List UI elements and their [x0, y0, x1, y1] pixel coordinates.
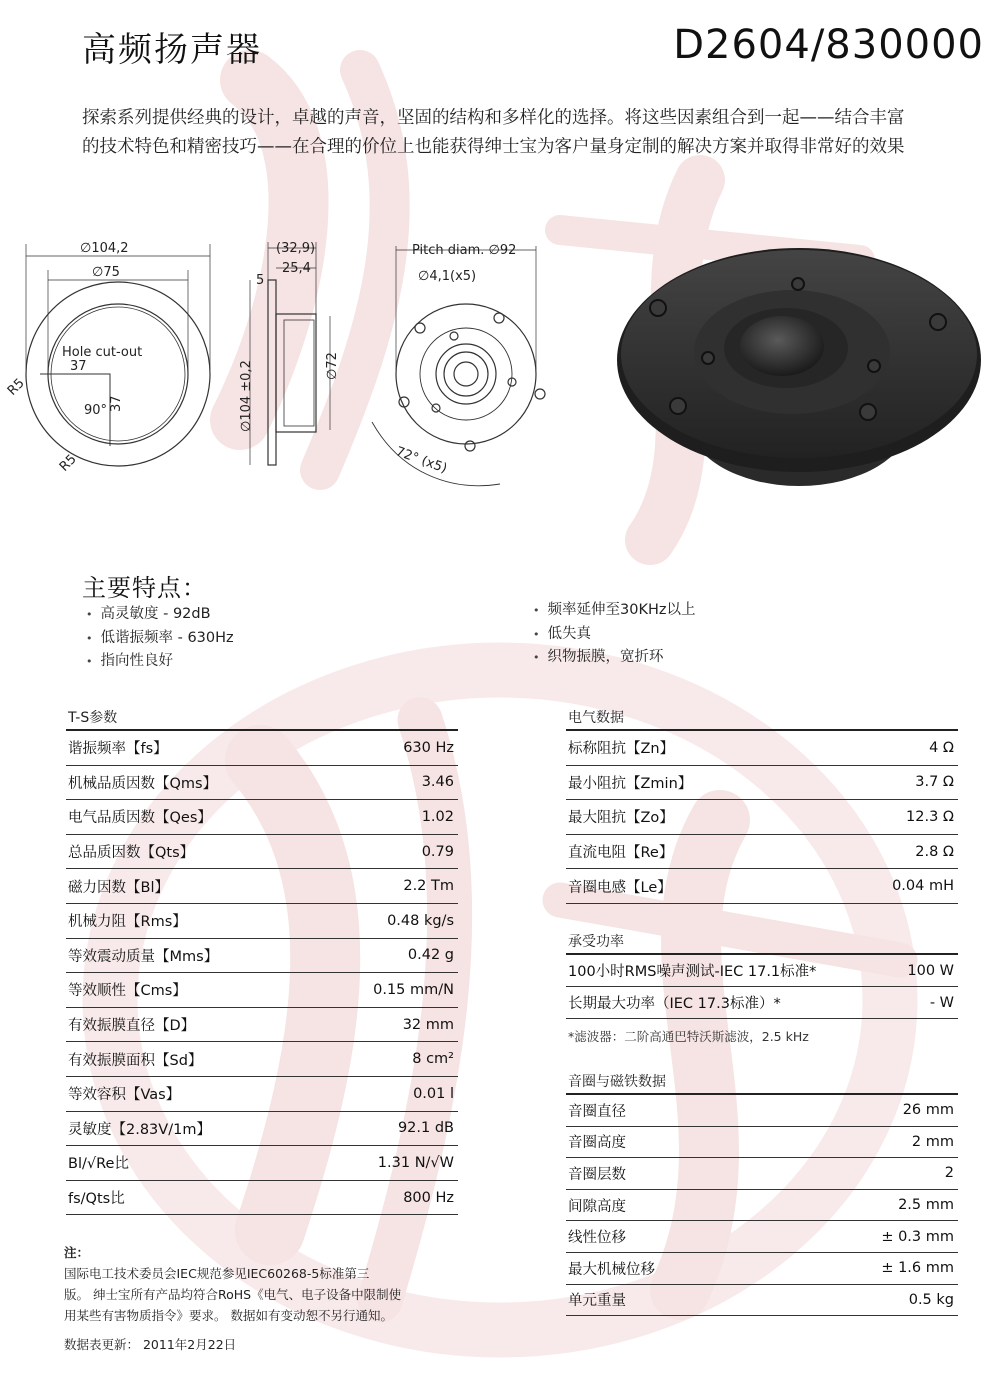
param-value: 2.2 Tm: [403, 878, 454, 895]
radius-r5: R5: [56, 451, 80, 475]
param-name: 总品质因数【Qts】: [68, 845, 195, 862]
param-name: 音圈高度: [568, 1135, 626, 1152]
param-name: 音圈层数: [568, 1166, 626, 1183]
intro-line: 的技术特色和精密技巧——在合理的价位上也能获得绅士宝为客户量身定制的解决方案并取得非常好的效果: [82, 137, 905, 157]
param-name: 直流电阻【Re】: [568, 845, 674, 862]
feature-item: • 织物振膜，宽折环: [533, 646, 695, 670]
param-name: 灵敏度【2.83V/1m】: [68, 1121, 211, 1138]
dim-25-4: 25,4: [282, 261, 311, 276]
param-name: 机械力阻【Rms】: [68, 914, 187, 931]
param-name: 最大阻抗【Zo】: [568, 810, 674, 827]
param-value: 26 mm: [902, 1102, 954, 1119]
features-list-right: [533, 599, 695, 670]
param-value: 800 Hz: [403, 1189, 454, 1206]
table-row: [66, 904, 458, 939]
param-name: Bl/√Re比: [68, 1156, 129, 1173]
param-value: 100 W: [907, 962, 954, 979]
param-name: 谐振频率【fs】: [68, 741, 168, 758]
table-row: [66, 1112, 458, 1147]
dim-inner-diameter: ∅75: [92, 265, 120, 280]
feature-item: • 低谐振频率 - 630Hz: [86, 627, 234, 651]
feature-item: • 高灵敏度 - 92dB: [86, 603, 234, 627]
dim-104: ∅104 ±0,2: [239, 360, 254, 432]
table-row: [66, 939, 458, 974]
table-row: [566, 1253, 958, 1285]
power-handling-table: [566, 931, 958, 1045]
feature-item: • 低失真: [533, 623, 695, 647]
param-value: 3.46: [421, 774, 454, 791]
table-row: [566, 987, 958, 1019]
feature-item: • 指向性良好: [86, 650, 234, 674]
table-row: [66, 835, 458, 870]
param-value: 0.04 mH: [892, 878, 954, 895]
param-name: 有效振膜面积【Sd】: [68, 1052, 203, 1069]
param-value: 0.01 l: [413, 1085, 454, 1102]
power-footnote: *滤波器：二阶高通巴特沃斯滤波，2.5 kHz: [568, 1029, 809, 1044]
param-value: 3.7 Ω: [915, 774, 954, 791]
dim-32-9: (32,9): [276, 241, 316, 256]
table-row: [66, 800, 458, 835]
table-row: [66, 1146, 458, 1181]
table-row: [566, 1285, 958, 1317]
table-row: [566, 766, 958, 801]
page-title: 高频扬声器: [82, 30, 262, 70]
table-title: 音圈与磁铁数据: [566, 1071, 958, 1095]
param-value: ± 0.3 mm: [881, 1228, 954, 1245]
table-row: [66, 1181, 458, 1216]
feature-item: • 频率延伸至30KHz以上: [533, 599, 695, 623]
table-row: [566, 869, 958, 904]
model-number: D2604/830000: [673, 22, 984, 68]
angle-72: 72° (x5): [393, 444, 449, 477]
param-value: 8 cm²: [412, 1051, 454, 1068]
param-name: 等效容积【Vas】: [68, 1087, 181, 1104]
pitch-diameter: Pitch diam. ∅92: [412, 243, 517, 258]
param-name: 等效顺性【Cms】: [68, 983, 187, 1000]
ts-parameters-table: [66, 707, 458, 1215]
param-name: 最大机械位移: [568, 1261, 655, 1278]
features-list-left: [86, 603, 234, 674]
param-value: 2.8 Ω: [915, 843, 954, 860]
radius-r5: R5: [4, 375, 28, 399]
param-name: 标称阻抗【Zn】: [568, 741, 675, 758]
table-row: [66, 1042, 458, 1077]
table-row: [566, 835, 958, 870]
param-value: 92.1 dB: [397, 1120, 454, 1137]
hole-diameter: ∅4,1(x5): [418, 269, 477, 284]
table-title: 电气数据: [566, 707, 958, 731]
param-name: 机械品质因数【Qms】: [68, 775, 218, 792]
table-title: T-S参数: [66, 707, 458, 731]
notes-line: 用某些有害物质指令》要求。 数据如有变动恕不另行通知。: [64, 1308, 393, 1323]
param-name: 长期最大功率（IEC 17.3标准）*: [568, 996, 781, 1012]
param-value: 1.02: [421, 808, 454, 825]
table-row: [66, 731, 458, 766]
param-name: 线性位移: [568, 1230, 626, 1247]
param-value: 1.31 N/√W: [377, 1154, 454, 1171]
param-name: 音圈电感【Le】: [568, 879, 672, 896]
table-title: 承受功率: [566, 931, 958, 955]
param-value: ± 1.6 mm: [881, 1260, 954, 1277]
param-value: - W: [929, 994, 954, 1011]
param-value: 630 Hz: [403, 739, 454, 756]
param-value: 2 mm: [911, 1133, 954, 1150]
param-name: 磁力因数【Bl】: [68, 879, 169, 896]
table-row: [566, 1158, 958, 1190]
intro-line: 探索系列提供经典的设计，卓越的声音，坚固的结构和多样化的选择。将这些因素组合到一起——结合丰富: [82, 108, 905, 128]
notes: [64, 1242, 464, 1355]
param-value: 0.48 kg/s: [387, 912, 454, 929]
param-name: 单元重量: [568, 1293, 626, 1310]
table-row: [66, 869, 458, 904]
param-name: 最小阻抗【Zmin】: [568, 775, 693, 792]
electrical-data-table: [566, 707, 958, 904]
param-value: 0.5 kg: [908, 1291, 954, 1308]
table-row: [566, 1221, 958, 1253]
param-value: 0.79: [421, 843, 454, 860]
param-value: 4 Ω: [929, 739, 954, 756]
table-row: [66, 973, 458, 1008]
table-row: [566, 1095, 958, 1127]
param-value: 12.3 Ω: [906, 808, 954, 825]
notes-line: 版。 绅士宝所有产品均符合RoHS《电气、电子设备中限制使: [64, 1287, 402, 1302]
param-value: 2: [944, 1165, 954, 1182]
table-row: [66, 1008, 458, 1043]
param-name: 等效震动质量【Mms】: [68, 948, 219, 965]
intro-text: [82, 104, 982, 162]
table-row: [66, 766, 458, 801]
param-name: 有效振膜直径【D】: [68, 1018, 196, 1035]
param-value: 0.15 mm/N: [373, 981, 454, 998]
table-row: [566, 1127, 958, 1159]
features-title: 主要特点：: [82, 574, 207, 602]
param-name: 电气品质因数【Qes】: [68, 810, 212, 827]
param-value: 0.42 g: [407, 947, 454, 964]
param-name: 音圈直径: [568, 1103, 626, 1120]
param-name: 100小时RMS噪声测试-IEC 17.1标准*: [568, 964, 817, 980]
notes-line: 国际电工技术委员会IEC规范参见IEC60268-5标准第三: [64, 1266, 370, 1281]
notes-title: 注：: [64, 1245, 90, 1260]
table-row: [66, 1077, 458, 1112]
param-value: 32 mm: [402, 1016, 454, 1033]
angle-90: 90°: [84, 403, 108, 418]
param-name: fs/Qts比: [68, 1191, 125, 1208]
table-row: [566, 731, 958, 766]
dim-outer-diameter: ∅104,2: [80, 241, 129, 256]
table-row: [566, 1190, 958, 1222]
dim-37-vertical: 37: [109, 395, 124, 412]
table-row: [566, 800, 958, 835]
dim-72: ∅72: [325, 352, 340, 380]
voice-coil-table: [566, 1071, 958, 1316]
product-photo: [612, 248, 986, 492]
dim-5: 5: [256, 273, 265, 288]
param-name: 间隙高度: [568, 1198, 626, 1215]
cutout-label: Hole cut-out: [62, 345, 143, 360]
table-row: [566, 955, 958, 987]
param-value: 2.5 mm: [898, 1197, 954, 1214]
update-date: 数据表更新： 2011年2月22日: [64, 1337, 237, 1352]
dim-37: 37: [70, 359, 87, 374]
